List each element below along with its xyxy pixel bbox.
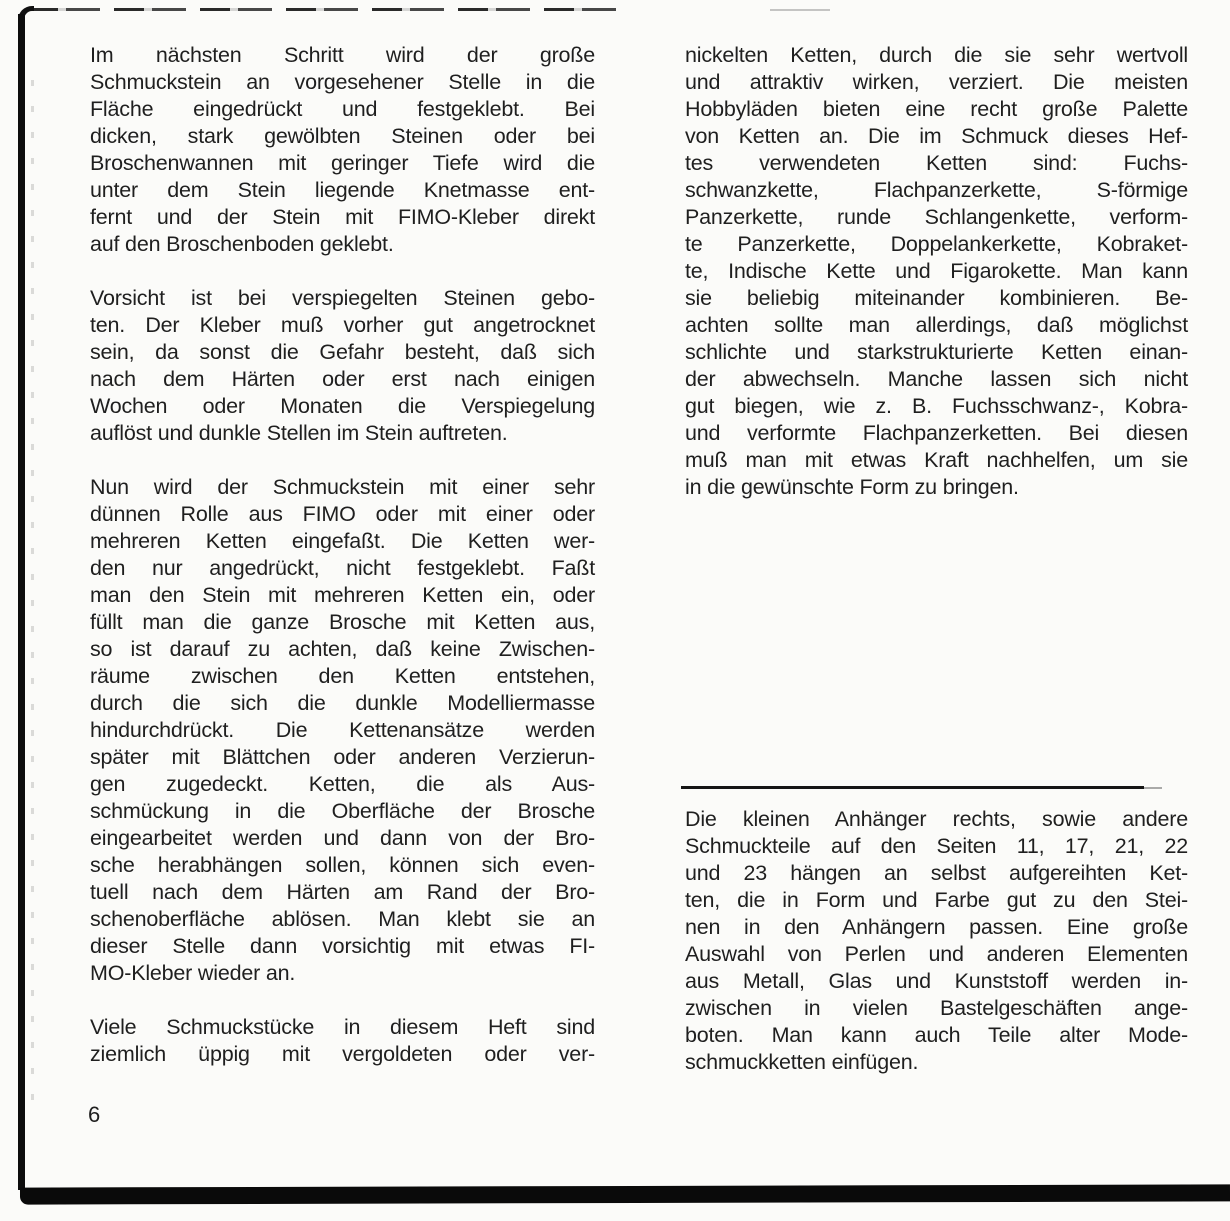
text-line: schlichte und starkstrukturierte Ketten einan- <box>685 340 1188 364</box>
text-line: unter dem Stein liegende Knetmasse ent- <box>90 178 595 202</box>
text-line: Viele Schmuckstücke in diesem Heft sind <box>90 1015 595 1039</box>
text-line: dicken, stark gewölbten Steinen oder bei <box>90 124 595 148</box>
text-line: tes verwendeten Ketten sind: Fuchs- <box>685 151 1188 175</box>
text-line: Broschenwannen mit geringer Tiefe wird die <box>90 151 595 175</box>
text-line: nickelten Ketten, durch die sie sehr wertvoll <box>685 43 1188 67</box>
text-line: und verformte Flachpanzerketten. Bei diesen <box>685 421 1188 445</box>
scan-speckle-strip <box>31 80 34 1100</box>
paragraph-4 <box>90 1014 595 1068</box>
page-top-edge-line <box>28 8 620 11</box>
text-line: auflöst und dunkle Stellen im Stein auftreten. <box>90 421 508 445</box>
text-line: muß man mit etwas Kraft nachhelfen, um sie <box>685 448 1188 472</box>
text-line: schwanzkette, Flachpanzerkette, S-förmige <box>685 178 1188 202</box>
text-line: Schmuckstein an vorgesehener Stelle in die <box>90 70 595 94</box>
text-line: sie beliebig miteinander kombinieren. Be- <box>685 286 1188 310</box>
text-line: und attraktiv wirken, verziert. Die meisten <box>685 70 1188 94</box>
text-line: man den Stein mit mehreren Ketten ein, oder <box>90 583 595 607</box>
text-line: nach dem Härten oder erst nach einigen <box>90 367 595 391</box>
text-line: nen in den Anhängern passen. Eine große <box>685 915 1188 939</box>
text-line: schenoberfläche ablösen. Man klebt sie an <box>90 907 595 931</box>
left-column <box>90 42 595 1095</box>
text-line: ten. Der Kleber muß vorher gut angetrocknet <box>90 313 595 337</box>
text-line: Hobbyläden bieten eine recht große Palette <box>685 97 1188 121</box>
text-line: in die gewünschte Form zu bringen. <box>685 475 1019 499</box>
text-line: räume zwischen den Ketten entstehen, <box>90 664 595 688</box>
text-line: füllt man die ganze Brosche mit Ketten aus, <box>90 610 595 634</box>
text-line: dünnen Rolle aus FIMO oder mit einer oder <box>90 502 595 526</box>
text-line: te Panzerkette, Doppelankerkette, Kobraket- <box>685 232 1188 256</box>
text-line: sche herabhängen sollen, können sich even- <box>90 853 595 877</box>
text-line: te, Indische Kette und Figarokette. Man kann <box>685 259 1188 283</box>
text-line: achten sollte man allerdings, daß möglichst <box>685 313 1188 337</box>
page-number: 6 <box>88 1102 101 1127</box>
text-line: schmückung in die Oberfläche der Brosche <box>90 799 595 823</box>
text-line: boten. Man kann auch Teile alter Mode- <box>685 1023 1188 1047</box>
text-line: sein, da sonst die Gefahr besteht, daß sich <box>90 340 595 364</box>
text-line: durch die sich die dunkle Modelliermasse <box>90 691 595 715</box>
text-line: Die kleinen Anhänger rechts, sowie andere <box>685 807 1188 831</box>
paragraph-5 <box>685 42 1188 501</box>
paragraph-1 <box>90 42 595 258</box>
text-line: schmuckketten einfügen. <box>685 1050 919 1074</box>
text-line: von Ketten an. Die im Schmuck dieses Hef- <box>685 124 1188 148</box>
text-line: und 23 hängen an selbst aufgereihten Ket- <box>685 861 1188 885</box>
paragraph-2 <box>90 285 595 447</box>
text-line: fernt und der Stein mit FIMO-Kleber direkt <box>90 205 595 229</box>
text-line: gut biegen, wie z. B. Fuchsschwanz-, Kobra- <box>685 394 1188 418</box>
text-line: eingearbeitet werden und dann von der Bro- <box>90 826 595 850</box>
text-line: ten, die in Form und Farbe gut zu den Stei- <box>685 888 1188 912</box>
text-line: mehreren Ketten eingefaßt. Die Ketten wer- <box>90 529 595 553</box>
text-line: Panzerkette, runde Schlangenkette, verform- <box>685 205 1188 229</box>
text-line: MO-Kleber wieder an. <box>90 961 296 985</box>
text-line: Vorsicht ist bei verspiegelten Steinen gebo- <box>90 286 595 310</box>
right-column-top <box>685 42 1188 528</box>
right-column-bottom <box>685 806 1188 1103</box>
text-line: dieser Stelle dann vorsichtig mit etwas FI- <box>90 934 595 958</box>
text-line: auf den Broschenboden geklebt. <box>90 232 394 256</box>
book-spine-edge <box>18 14 25 1190</box>
text-line: Schmuckteile auf den Seiten 11, 17, 21, 22 <box>685 834 1188 858</box>
text-line: gen zugedeckt. Ketten, die als Aus- <box>90 772 595 796</box>
text-line: Auswahl von Perlen und anderen Elementen <box>685 942 1188 966</box>
text-line: Nun wird der Schmuckstein mit einer sehr <box>90 475 595 499</box>
text-line: Fläche eingedrückt und festgeklebt. Bei <box>90 97 595 121</box>
text-line: der abwechseln. Manche lassen sich nicht <box>685 367 1188 391</box>
text-line: später mit Blättchen oder anderen Verzierun- <box>90 745 595 769</box>
text-line: den nur angedrückt, nicht festgeklebt. Faßt <box>90 556 595 580</box>
text-line: Im nächsten Schritt wird der große <box>90 43 595 67</box>
text-line: hindurchdrückt. Die Kettenansätze werden <box>90 718 595 742</box>
text-line: tuell nach dem Härten am Rand der Bro- <box>90 880 595 904</box>
text-line: Wochen oder Monaten die Verspiegelung <box>90 394 595 418</box>
text-line: aus Metall, Glas und Kunststoff werden in- <box>685 969 1188 993</box>
paragraph-3 <box>90 474 595 987</box>
page-top-edge-line-faint <box>770 9 830 11</box>
text-line: ziemlich üppig mit vergoldeten oder ver- <box>90 1042 595 1066</box>
paragraph-6 <box>685 806 1188 1076</box>
text-line: so ist darauf zu achten, daß keine Zwischen- <box>90 637 595 661</box>
text-line: zwischen in vielen Bastelgeschäften ange- <box>685 996 1188 1020</box>
section-divider-rule <box>681 786 1144 789</box>
page-bottom-edge-bar <box>20 1184 1230 1204</box>
